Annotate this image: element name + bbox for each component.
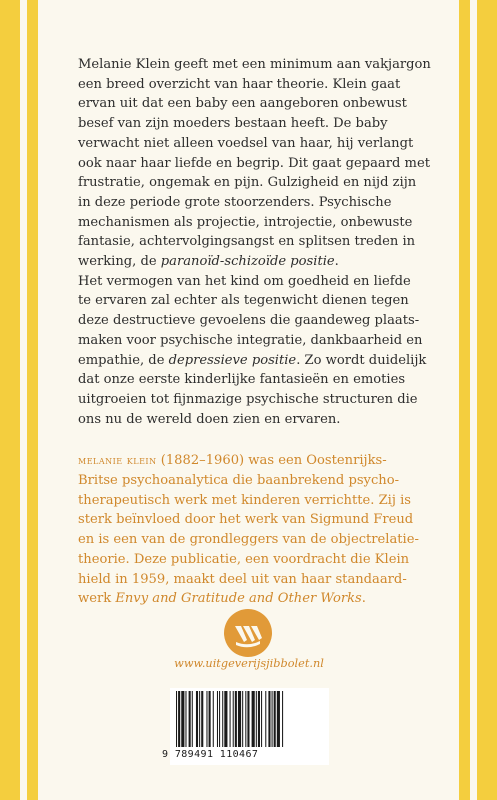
- blurb-line: Melanie Klein geeft met een minimum aan vakjargon: [78, 57, 431, 72]
- blurb-paragraph: [78, 55, 431, 429]
- blurb-text: . Zo wordt duidelijk: [296, 352, 427, 368]
- author-name: melanie klein: [78, 453, 157, 468]
- blurb-line: dat onze eerste kinderlijke fantasieën en emoties: [78, 372, 406, 388]
- blurb-line: in deze periode grote stoorzenders. Psychische: [78, 194, 392, 210]
- blurb-text: werking, de: [78, 254, 161, 270]
- bio-line: [78, 451, 426, 471]
- blurb-text: .: [334, 254, 339, 270]
- book-title: Envy and Gratitude and Other Works: [115, 591, 362, 607]
- blurb-text: empathie, de: [78, 352, 169, 368]
- right-stripe-inner: [459, 0, 470, 800]
- bio-line: Britse psychoanalytica die baanbrekend psycho-: [78, 473, 400, 489]
- bio-line: en is een van de grondleggers van de objectrelatie-: [78, 532, 419, 548]
- left-stripe-outer: [0, 0, 20, 800]
- barcode-bars: [170, 688, 329, 750]
- right-stripe-outer: [477, 0, 497, 800]
- blurb-line: ons nu de wereld doen zien en ervaren.: [78, 411, 341, 427]
- blurb-line: maken voor psychische integratie, dankbaarheid en: [78, 332, 423, 348]
- blurb-line: frustratie, ongemak en pijn. Gulzigheid en nijd zijn: [78, 175, 417, 191]
- bio-line: sterk beïnvloed door het werk van Sigmund Freud: [78, 512, 414, 528]
- emphasis-term: depressieve positie: [168, 352, 297, 368]
- blurb-line: verwacht niet alleen voedsel van haar, hij verlangt: [78, 135, 414, 151]
- blurb-line: uitgroeien tot fijnmazige psychische structuren die: [78, 391, 418, 407]
- blurb-line: [78, 252, 426, 272]
- blurb-line: ook naar haar liefde en begrip. Dit gaat gepaard met: [78, 155, 430, 171]
- blurb-line: fantasie, achtervolgingsangst en splitsen treden in: [78, 234, 416, 250]
- blurb-line: mechanismen als projectie, introjectie, onbewuste: [78, 214, 413, 230]
- blurb-line: deze destructieve gevoelens die gaandeweg plaats-: [78, 313, 420, 329]
- bio-text: (1882–1960) was een Oostenrijks-: [156, 453, 387, 469]
- bio-text: werk: [78, 591, 116, 607]
- blurb-line: besef van zijn moeders bestaan heeft. De baby: [78, 116, 388, 132]
- emphasis-term: paranoïd-schizoïde positie: [160, 254, 335, 270]
- back-cover-text: [78, 55, 431, 609]
- bio-line: theorie. Deze publicatie, een voordracht die Klein: [78, 551, 410, 567]
- blurb-line: een breed overzicht van haar theorie. Klein gaat: [78, 76, 401, 92]
- barcode-digits: 9 789491 110467: [162, 749, 259, 760]
- blurb-line: te ervaren zal echter als tegenwicht dienen tegen: [78, 293, 409, 309]
- logo-glyph: [224, 609, 272, 657]
- blurb-line: [78, 351, 426, 371]
- bio-line: hield in 1959, maakt deel uit van haar standaard-: [78, 571, 407, 587]
- bio-text: .: [361, 591, 366, 607]
- author-bio: [78, 451, 426, 609]
- sjibbolet-logo-icon: [224, 609, 272, 657]
- bio-line: [78, 589, 426, 609]
- blurb-line: ervan uit dat een baby een aangeboren onbewust: [78, 96, 407, 112]
- publisher-url[interactable]: www.uitgeverijsjibbolet.nl: [174, 657, 324, 670]
- blurb-line: Het vermogen van het kind om goedheid en liefde: [78, 273, 411, 289]
- bio-line: therapeutisch werk met kinderen verrichtte. Zij is: [78, 492, 411, 508]
- left-stripe-inner: [27, 0, 38, 800]
